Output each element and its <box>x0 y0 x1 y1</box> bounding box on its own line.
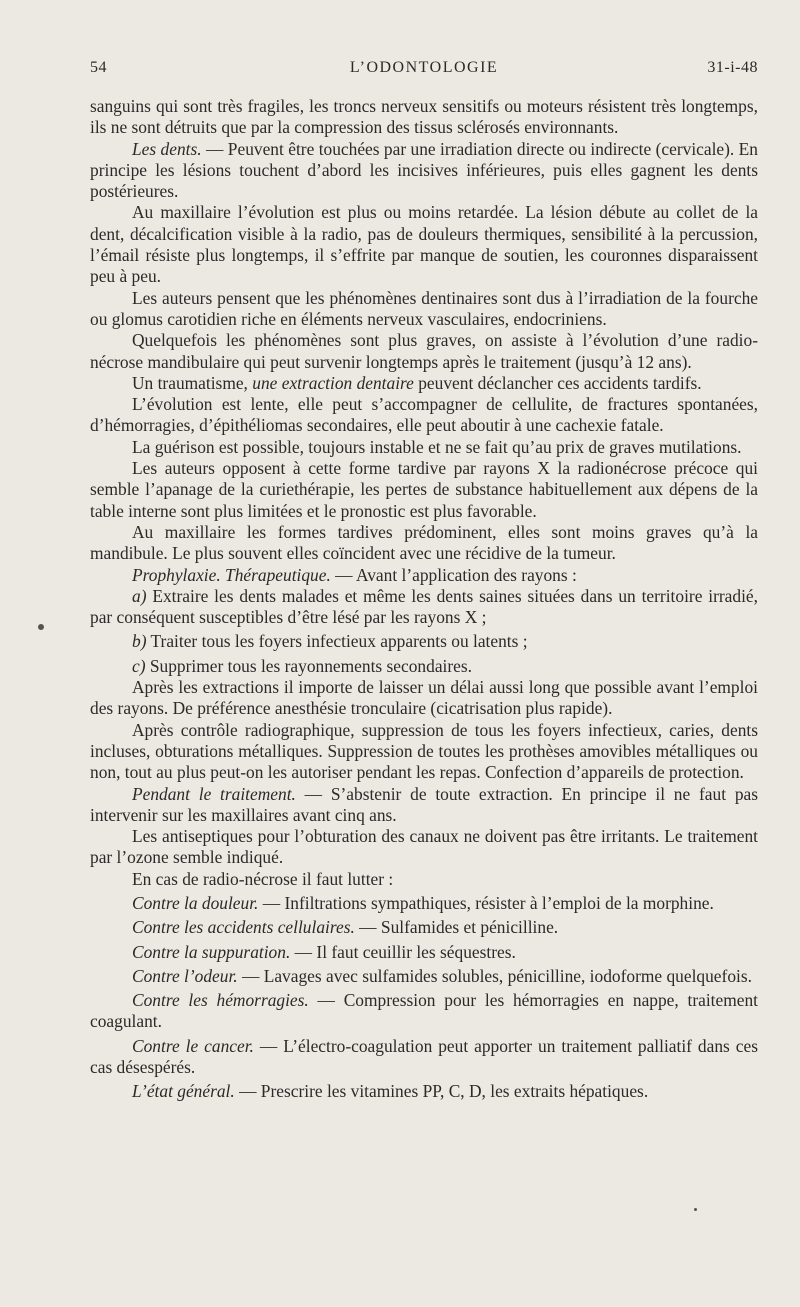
paragraph <box>90 631 758 652</box>
issue-date: 31-i-48 <box>707 59 758 76</box>
journal-title: L’ODONTOLOGIE <box>349 59 499 76</box>
paragraph-text: Extraire les dents malades et même les dents saines situées dans un territoire irradié, par conséquent susceptibles d’être lésé par les rayons X ; <box>90 585 758 628</box>
paragraph <box>90 586 758 629</box>
paragraph <box>90 869 758 890</box>
paragraph <box>90 784 758 827</box>
paragraph-lead: Contre les hémorragies. <box>132 990 309 1011</box>
paragraph-lead: c) <box>132 655 146 676</box>
paragraph <box>90 656 758 677</box>
paragraph <box>90 458 758 522</box>
paragraph-text: — Peuvent être touchées par une irradiation directe ou indirecte (cervicale). En principe les lésions touchent d’abord les incisives inférieures, puis elles gagnent les dents postérieures. <box>90 138 758 202</box>
paragraph-text: Les antiseptiques pour l’obturation des canaux ne doivent pas être irritants. Le traitement par l’ozone semble indiqué. <box>90 826 758 868</box>
ink-speck <box>694 1208 697 1211</box>
paragraph-text: Un traumatisme, <box>132 372 253 393</box>
paragraph <box>90 990 758 1033</box>
running-header <box>90 59 758 83</box>
paragraph-lead: Contre l’odeur. <box>132 965 238 986</box>
page-number: 54 <box>90 59 107 76</box>
paragraph-italic: une extraction dentaire <box>252 372 414 393</box>
paragraph-text: — Sulfamides et pénicilline. <box>354 917 559 938</box>
paragraph-lead: Contre la suppuration. <box>132 941 291 962</box>
paragraph-text: Les auteurs pensent que les phénomènes dentinaires sont dus à l’irradiation de la fourche ou glomus carotidien riche en éléments nerveux vasculaires, endocriniens. <box>90 287 758 329</box>
paragraph-text: — Il faut ceuillir les séquestres. <box>290 941 516 962</box>
paragraph <box>90 942 758 963</box>
paragraph-text: — Prescrire les vitamines PP, C, D, les extraits hépatiques. <box>234 1081 649 1102</box>
paragraph-text: Les auteurs opposent à cette forme tardive par rayons X la radionécrose précoce qui semble l’apanage de la curiethérapie, les pertes de substance habituellement aux dépens de la table interne sont plus limitées et le pronostic est plus favorable. <box>90 458 758 521</box>
paragraph <box>90 1036 758 1079</box>
paragraph-lead: Contre la douleur. <box>132 892 259 913</box>
paragraph-lead: Les dents. <box>132 138 202 159</box>
paragraph <box>90 966 758 987</box>
ink-speck <box>38 624 44 630</box>
paragraph-text: — L’électro-coagulation peut apporter un traitement palliatif dans ces cas désespérés. <box>90 1035 758 1078</box>
paragraph-text: Au maxillaire l’évolution est plus ou moins retardée. La lésion débute au collet de la dent, décalcification visible à la radio, pas de douleurs thermiques, sensibilité à la percussion, l’émail résiste plus longtemps, il s’effrite par manque de soutien, les couronnes disparaissent peu à peu. <box>90 202 758 287</box>
paragraph-lead: Contre le cancer. <box>132 1035 254 1056</box>
paragraph-text-after: peuvent déclancher ces accidents tardifs. <box>413 372 702 393</box>
paragraph <box>90 565 758 586</box>
paragraph-text: Quelquefois les phénomènes sont plus graves, on assiste à l’évolution d’une radio-nécrose mandibulaire qui peut survenir longtemps après le traitement (jusqu’à 12 ans). <box>90 330 758 372</box>
paragraph-text: — Avant l’application des rayons : <box>330 564 577 585</box>
paragraph-text: — Lavages avec sulfamides solubles, pénicilline, iodoforme quelquefois. <box>237 965 752 986</box>
body-text <box>90 96 758 1103</box>
paragraph-text: Après contrôle radiographique, suppression de tous les foyers infectieux, caries, dents incluses, obturations métalliques. Suppression de toutes les prothèses amovibles métalliques ou non, tout au plus peut-on les autoriser pendant les repas. Confection d’appareils de protection. <box>90 719 758 783</box>
paragraph-text: — Compression pour les hémorragies en nappe, traitement coagulant. <box>90 990 759 1032</box>
paragraph-text: La guérison est possible, toujours instable et ne se fait qu’au prix de graves mutilations. <box>132 436 742 457</box>
paragraph-text: Supprimer tous les rayonnements secondaires. <box>145 655 472 676</box>
paragraph-lead: Pendant le traitement. <box>132 783 296 804</box>
paragraph <box>90 373 758 394</box>
paragraph <box>90 893 758 914</box>
paragraph <box>90 437 758 458</box>
paragraph <box>90 720 758 784</box>
paragraph-text: En cas de radio-nécrose il faut lutter : <box>132 868 394 889</box>
paragraph-text: L’évolution est lente, elle peut s’accompagner de cellulite, de fractures spontanées, d’hémorragies, d’épithéliomas secondaires, elle peut aboutir à une cachexie fatale. <box>90 394 758 436</box>
paragraph-text: — S’abstenir de toute extraction. En principe il ne faut pas intervenir sur les maxillaires avant cinq ans. <box>90 783 758 825</box>
paragraph-lead: L’état général. <box>132 1081 235 1102</box>
paragraph <box>90 826 758 869</box>
paragraph <box>90 330 758 373</box>
paragraph <box>90 1081 758 1102</box>
paragraph-text: — Infiltrations sympathiques, résister à l’emploi de la morphine. <box>258 892 714 913</box>
paragraph-lead: Prophylaxie. Thérapeutique. <box>132 564 331 585</box>
paragraph-text: Au maxillaire les formes tardives prédominent, elles sont moins graves qu’à la mandibule. Le plus souvent elles coïncident avec une récidive de la tumeur. <box>90 521 758 564</box>
paragraph-text: Traiter tous les foyers infectieux apparents ou latents ; <box>146 631 528 652</box>
paragraph <box>90 96 758 139</box>
paragraph <box>90 139 758 203</box>
paragraph-lead: b) <box>132 631 147 652</box>
paragraph <box>90 522 758 565</box>
paragraph-text: sanguins qui sont très fragiles, les troncs nerveux sensitifs ou moteurs résistent très longtemps, ils ne sont détruits que par la compression des tissus sclérosés environnants. <box>90 96 758 138</box>
paragraph <box>90 288 758 331</box>
paragraph <box>90 917 758 938</box>
paragraph-lead: a) <box>132 585 147 606</box>
paragraph-text: Après les extractions il importe de laisser un délai aussi long que possible avant l’emploi des rayons. De préférence anesthésie tronculaire (cicatrisation plus rapide). <box>90 677 758 719</box>
paragraph <box>90 677 758 720</box>
paragraph-lead: Contre les accidents cellulaires. <box>132 917 355 938</box>
paragraph <box>90 202 758 287</box>
paragraph <box>90 394 758 437</box>
